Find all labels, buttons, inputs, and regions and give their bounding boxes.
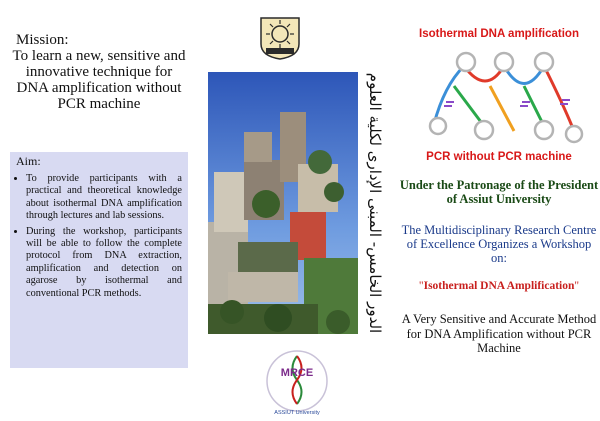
patronage-text: Under the Patronage of the President of Assiut University — [399, 178, 599, 206]
aim-item-1: • To provide participants with a practical and theoretical knowledge about isothermal DNA amplification through lectures and lab sessions. — [26, 173, 182, 223]
mission-label: Mission: — [16, 32, 69, 48]
aim-item-2: • During the workshop, participants will be able to follow the complete protocol from DNA extraction, amplification and detection on agarose by isothermal and conventional PCR methods. — [26, 226, 182, 300]
workshop-title-text: Isothermal DNA Amplification — [423, 280, 575, 292]
mrce-ring-text: ASSIUT University — [274, 410, 320, 416]
left-panel — [0, 0, 200, 421]
mission-text: To learn a new, sensitive and innovative technique for DNA amplification without PCR machine — [12, 48, 186, 112]
university-emblem-icon — [258, 14, 302, 60]
centre-text: The Multidisciplinary Research Centre of Excellence Organizes a Workshop on: — [401, 223, 597, 265]
mrce-logo-icon — [262, 346, 332, 416]
aim-list — [16, 173, 182, 300]
workshop-close-quote: " — [574, 280, 580, 292]
aim-box — [10, 152, 188, 368]
arabic-venue-text — [360, 72, 390, 334]
workshop-title — [398, 280, 600, 292]
aim-title: Aim: — [16, 154, 41, 168]
arabic-venue-label: الدور الخامس- المبنى الإدارى لكلية العلوم — [366, 72, 384, 334]
right-panel — [398, 0, 600, 421]
mrce-letters: MRCE — [280, 367, 314, 379]
campus-photo-image — [208, 72, 358, 334]
middle-panel — [200, 0, 398, 421]
workshop-open-quote: " — [418, 280, 424, 292]
lamp-diagram-icon — [424, 46, 584, 146]
description-text: A Very Sensitive and Accurate Method for DNA Amplification without PCR Machine — [401, 312, 597, 355]
mission-block — [10, 32, 188, 112]
pcr-title: PCR without PCR machine — [426, 151, 572, 163]
isothermal-title: Isothermal DNA amplification — [419, 28, 579, 40]
